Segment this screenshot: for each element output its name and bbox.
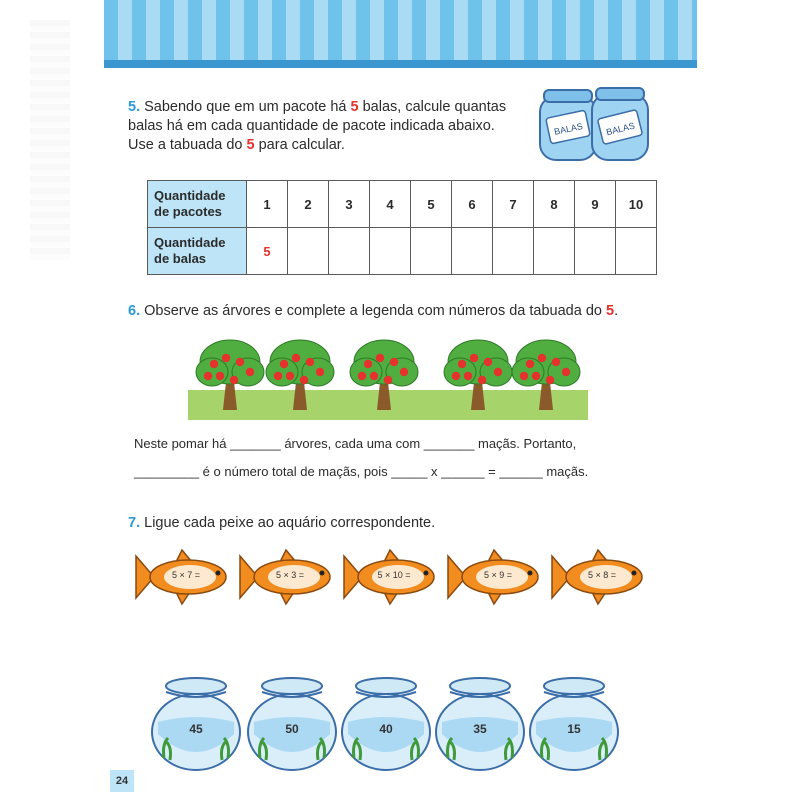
packet-cell: 2: [288, 181, 329, 228]
question-5: [128, 98, 508, 155]
candy-jars-image: [534, 84, 652, 166]
question-7: [128, 514, 435, 533]
fish-2[interactable]: [236, 546, 336, 608]
candy-cell[interactable]: [575, 228, 616, 275]
apple: [306, 358, 314, 366]
packet-cell: 8: [534, 181, 575, 228]
apple: [370, 372, 378, 380]
apple: [286, 372, 294, 380]
aquarium-number: 50: [285, 722, 299, 736]
page-number: 24: [110, 770, 134, 792]
packet-cell: 3: [329, 181, 370, 228]
candy-cell[interactable]: [493, 228, 534, 275]
question-6-text: Observe as árvores e complete a legenda com números da tabuada do: [144, 303, 606, 319]
apple: [484, 358, 492, 366]
left-margin: [0, 0, 104, 800]
packet-cell: 1: [247, 181, 288, 228]
aquarium-2[interactable]: [246, 672, 338, 772]
aquarium-number: 40: [379, 722, 393, 736]
apple: [316, 368, 324, 376]
question-6-period: .: [614, 303, 619, 319]
apple: [464, 372, 472, 380]
candies-header-line2: de balas: [154, 251, 207, 266]
faint-margin-text: [30, 20, 70, 260]
aquarium-5[interactable]: [528, 672, 620, 772]
aquarium-number: 35: [473, 722, 487, 736]
candies-header-line1: Quantidade: [154, 235, 226, 250]
candy-cell[interactable]: [616, 228, 657, 275]
apple: [274, 372, 282, 380]
apple: [390, 358, 398, 366]
question-6-five: 5: [605, 303, 615, 319]
question-6: [128, 302, 688, 321]
question-5-number: 5.: [128, 99, 141, 115]
packet-cell: 10: [616, 181, 657, 228]
apple: [458, 360, 466, 368]
fish-5[interactable]: [548, 546, 648, 608]
candy-cell[interactable]: [534, 228, 575, 275]
packets-header-line2: de pacotes: [154, 204, 222, 219]
apple: [520, 372, 528, 380]
fish-3[interactable]: [340, 546, 440, 608]
fish-expression: 5 × 10 =: [377, 570, 411, 580]
apple: [538, 354, 546, 362]
apple: [384, 376, 392, 384]
apple: [210, 360, 218, 368]
apple: [494, 368, 502, 376]
candies-header: [148, 228, 247, 275]
packet-cell: 5: [411, 181, 452, 228]
apple-trees-image: [188, 336, 588, 420]
question-5-text-a: Sabendo que em um pacote há: [144, 99, 351, 115]
candy-cell[interactable]: [329, 228, 370, 275]
packets-header: [148, 181, 247, 228]
aquarium-4[interactable]: [434, 672, 526, 772]
fish-expression: 5 × 7 =: [171, 570, 201, 580]
question-5-text-b: balas, calcule quantas balas há em cada quantidade de pacote indicada abaixo. Use a tabuada do: [128, 99, 507, 153]
apple: [236, 358, 244, 366]
aquarium-number: 15: [567, 722, 581, 736]
question-7-number: 7.: [128, 515, 141, 531]
apple: [280, 360, 288, 368]
worksheet-page: [104, 0, 697, 800]
apple: [532, 372, 540, 380]
orchard-sentence-1: Neste pomar há _______ árvores, cada uma com _______ maçãs. Portanto,: [134, 436, 577, 451]
apple: [230, 376, 238, 384]
apple: [222, 354, 230, 362]
apple: [216, 372, 224, 380]
apple: [204, 372, 212, 380]
jar-label-left: BALAS: [553, 121, 584, 137]
aquarium-number: 45: [189, 722, 203, 736]
apple: [376, 354, 384, 362]
apple: [562, 368, 570, 376]
candy-jar-left: [540, 90, 596, 160]
packet-cell: 4: [370, 181, 411, 228]
candy-cell[interactable]: [452, 228, 493, 275]
apple: [552, 358, 560, 366]
question-5-five-b: 5: [246, 137, 255, 153]
apple: [246, 368, 254, 376]
apple: [300, 376, 308, 384]
fish-expression: 5 × 9 =: [483, 570, 513, 580]
candy-cell[interactable]: [370, 228, 411, 275]
question-5-five-a: 5: [350, 99, 359, 115]
aquarium-1[interactable]: [150, 672, 242, 772]
orchard-sentence-2: _________ é o número total de maçãs, pois _____ x ______ = ______ maçãs.: [134, 464, 589, 479]
table-row-candies: [148, 228, 657, 275]
table-row-packets: [148, 181, 657, 228]
apple: [470, 354, 478, 362]
packet-cell: 7: [493, 181, 534, 228]
candy-jar-right: [592, 88, 648, 160]
question-6-number: 6.: [128, 303, 141, 319]
jar-label-right: BALAS: [605, 120, 636, 138]
candy-cell[interactable]: [288, 228, 329, 275]
apple: [546, 376, 554, 384]
apple: [478, 376, 486, 384]
apple: [526, 360, 534, 368]
fish-1[interactable]: [132, 546, 232, 608]
fish-expression: 5 × 3 =: [275, 570, 305, 580]
aquarium-3[interactable]: [340, 672, 432, 772]
candy-cell[interactable]: 5: [247, 228, 288, 275]
candy-cell[interactable]: [411, 228, 452, 275]
fish-4[interactable]: [444, 546, 544, 608]
apple: [358, 372, 366, 380]
question-7-text: Ligue cada peixe ao aquário correspondente.: [144, 515, 436, 531]
apple: [452, 372, 460, 380]
packets-header-line1: Quantidade: [154, 188, 226, 203]
apple: [400, 368, 408, 376]
question-5-text-c: para calcular.: [254, 137, 345, 153]
packet-cell: 6: [452, 181, 493, 228]
apple: [292, 354, 300, 362]
multiplication-table: [147, 180, 657, 275]
packet-cell: 9: [575, 181, 616, 228]
apple: [364, 360, 372, 368]
fish-expression: 5 × 8 =: [587, 570, 617, 580]
